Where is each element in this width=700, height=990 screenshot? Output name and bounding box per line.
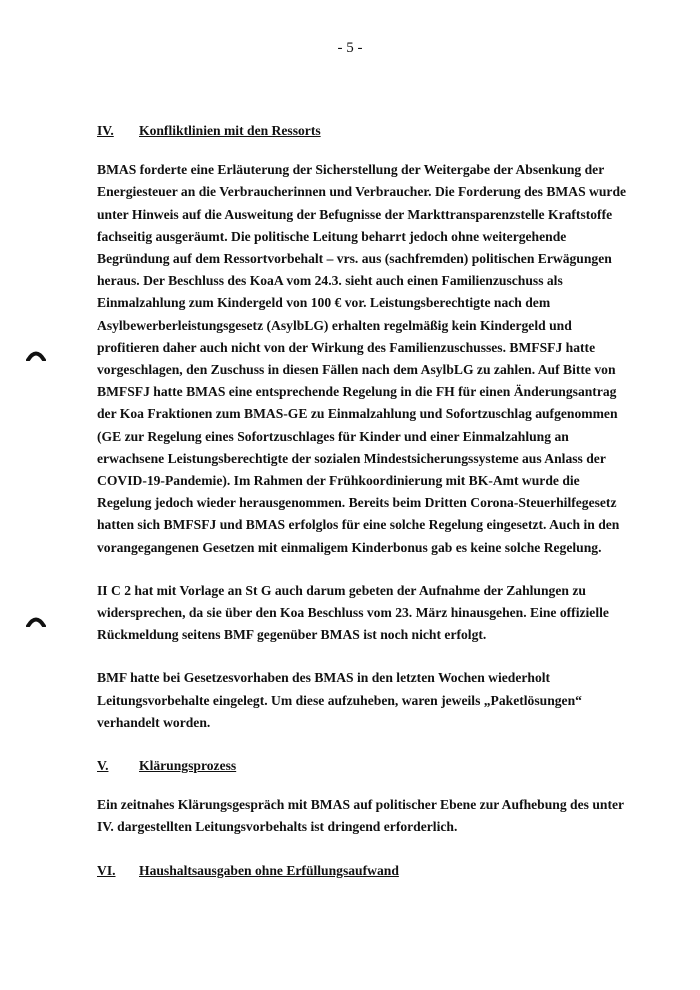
section-title: Haushaltsausgaben ohne Erfüllungsaufwand (139, 862, 399, 878)
section-number: IV. (97, 123, 114, 138)
paragraph: BMF hatte bei Gesetzesvorhaben des BMAS in den letzten Wochen wiederholt Leitungsvorbehalte eingelegt. Um diese aufzuheben, waren jeweils „Paketlösungen“ verhandelt worden. (97, 670, 582, 730)
section-number: V. (97, 758, 109, 774)
section-heading-v (97, 755, 637, 777)
section-title: Konfliktlinien mit den Ressorts (139, 123, 321, 138)
document-body (97, 120, 637, 899)
section-heading-vi (97, 860, 637, 882)
paragraph: BMAS forderte eine Erläuterung der Sicherstellung der Weitergabe der Absenkung der Energiesteuer an die Verbraucherinnen und Verbraucher. Die Forderung des BMAS wurde unter Hinweis auf die Ausweitung der Befugnisse der Markttransparenzstelle Kraftstoffe fachseitig ausgeräumt. Die politische Leitung beharrt jedoch ohne weitergehende Begründung auf dem Ressortvorbehalt – vrs. aus (sachfremden) politischen Erwägungen heraus. Der Beschluss des KoaA vom 24.3. sieht auch einen Familienzuschuss als Einmalzahlung zum Kindergeld von 100 € vor. Leistungsberechtigte nach dem Asylbewerberleistungsgesetz (AsylbLG) erhalten regelmäßig kein Kindergeld und profitieren daher auch nicht von der Wirkung des Familienzuschusses. BMFSFJ hatte vorgeschlagen, den Zuschuss in diesen Fällen nach dem AsylbLG zu zahlen. Auf Bitte von BMFSFJ hatte BMAS eine entsprechende Regelung in die FH für einen Änderungsantrag der Koa Fraktionen zum BMAS-GE zu Einmalzahlung und Sofortzuschlag aufgenommen (GE zur Regelung eines Sofortzuschlages für Kinder und einer Einmalzahlung an erwachsene Leistungsberechtigte der sozialen Mindestsicherungssysteme aus Anlass der COVID-19-Pandemie). Im Rahmen der Frühkoordinierung mit BK-Amt wurde die Regelung jedoch wieder herausgenommen. Bereits beim Dritten Corona-Steuerhilfegesetz hatten sich BMFSFJ und BMAS erfolglos für eine solche Regelung eingesetzt. Auch in den vorangegangenen Gesetzen mit einmaligem Kinderbonus gab es keine solche Regelung. (97, 162, 627, 555)
paragraph: Ein zeitnahes Klärungsgespräch mit BMAS auf politischer Ebene zur Aufhebung des unter IV. dargestellten Leitungsvorbehalts ist dringend erforderlich. (97, 797, 624, 835)
punch-hole-mark-icon (26, 615, 46, 627)
section-title: Klärungsprozess (139, 758, 237, 774)
paragraph: II C 2 hat mit Vorlage an St G auch darum gebeten der Aufnahme der Zahlungen zu widersprechen, da sie über den Koa Beschluss vom 23. März hinausgehen. Eine offizielle Rückmeldung seitens BMF gegenüber BMAS ist noch nicht erfolgt. (97, 582, 609, 643)
punch-hole-mark-icon (26, 349, 46, 361)
section-heading-iv (97, 120, 637, 142)
page-number: - 5 - (337, 40, 363, 56)
section-number: VI. (97, 862, 116, 878)
